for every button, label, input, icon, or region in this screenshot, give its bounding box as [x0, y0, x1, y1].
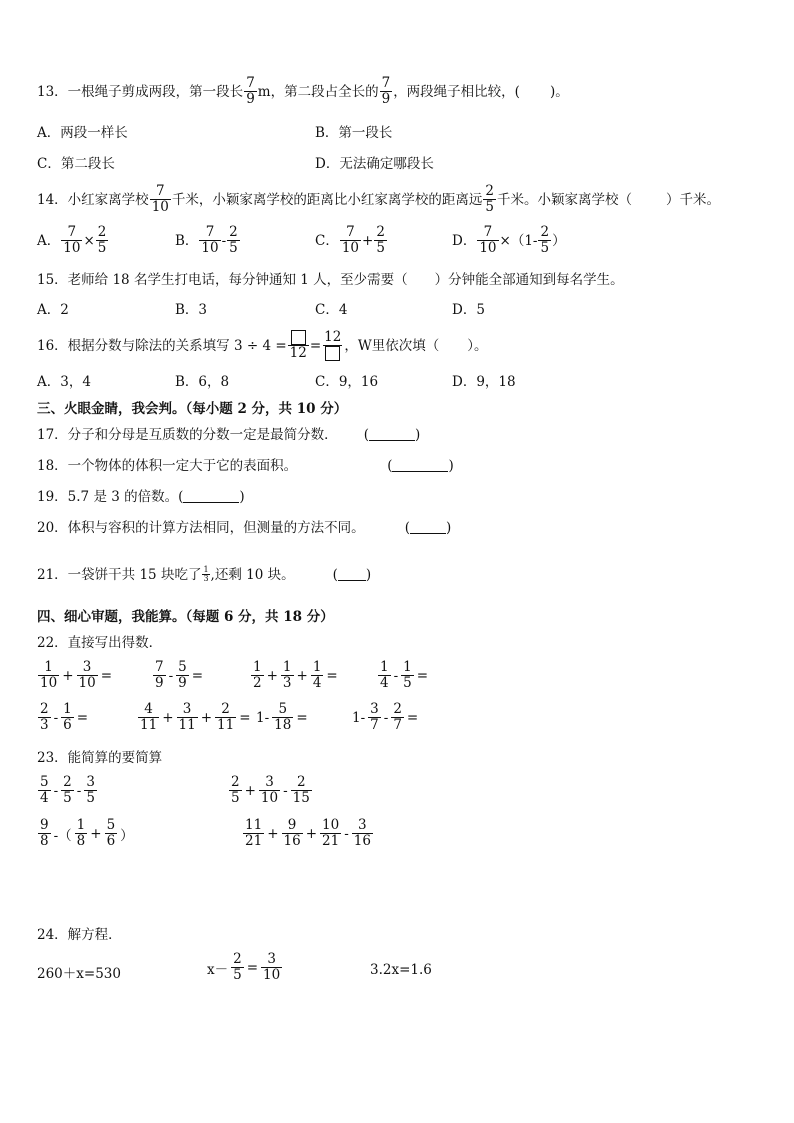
- q22-expr-8: [350, 702, 420, 733]
- fraction: 3 16: [353, 817, 371, 849]
- q16-option-a[interactable]: A．3，4: [37, 374, 91, 390]
- math-operator: +: [305, 825, 317, 842]
- q17-answer-blank[interactable]: [369, 429, 415, 441]
- q16-option-d[interactable]: D．9，18: [452, 374, 516, 390]
- q24-equation-3: 3.2x=1.6: [370, 962, 432, 978]
- q20-stem: 20．体积与容积的计算方法相同，但测量的方法不同。 ( ): [37, 520, 452, 536]
- math-operator: -: [383, 709, 389, 726]
- q16-box-1[interactable]: [291, 330, 306, 345]
- q23-expr-1: [37, 775, 98, 806]
- q22-expr-2: [152, 660, 205, 691]
- math-operator: ）: [120, 827, 134, 844]
- q14-stem: [37, 184, 720, 215]
- q16-fraction-2: 12: [322, 330, 343, 361]
- fraction: 1 8: [76, 817, 86, 849]
- fraction: 2 15: [292, 774, 310, 806]
- math-operator: 1-: [256, 709, 270, 726]
- fraction: 1 4: [380, 659, 389, 691]
- fraction: $\frac{5}{18}$: [274, 701, 292, 733]
- q14-fraction-1: 7 10: [151, 183, 169, 215]
- q14-text-b: 千米，小颖家离学校的距离比小红家离学校的距离远: [171, 191, 483, 208]
- q21-answer-blank[interactable]: [338, 569, 366, 581]
- fraction: $\frac{1}{4}$: [312, 659, 322, 691]
- fraction: 3 5: [86, 774, 95, 806]
- q13-text-c: ，两段绳子相比较，(: [393, 83, 520, 100]
- math-operator: =: [191, 667, 204, 684]
- q22-expr-4: [377, 660, 430, 691]
- fraction: 5 4: [40, 774, 49, 806]
- q19-stem: 19．5.7 是 3 的倍数。( ): [37, 489, 245, 505]
- math-operator: 1-: [352, 709, 366, 726]
- q16-text-c: ）。: [467, 337, 488, 354]
- q16-box-2[interactable]: [325, 346, 340, 361]
- q24-equation-1: 260＋x=530: [37, 966, 121, 982]
- math-operator: -: [53, 782, 59, 799]
- q13-text-d: )。: [549, 83, 569, 100]
- math-operator: =: [416, 667, 429, 684]
- fraction: $\frac{10}{21}$: [322, 817, 340, 849]
- q14-text-c: 千米。小颖家离学校（: [496, 191, 632, 208]
- q13-option-d[interactable]: D．无法确定哪段长: [315, 156, 434, 172]
- math-operator: -（: [53, 827, 72, 844]
- fraction: 4 11: [140, 701, 158, 733]
- q16-stem: 16．根据分数与除法的关系填写 3 ÷ 4 = 12 = 12 ，W里依次填（ ）。: [37, 329, 488, 361]
- fraction: $\frac{2}{5}$: [233, 951, 242, 983]
- q14-text-a: 14．小红家离学校: [37, 191, 149, 208]
- q15-option-b[interactable]: B．3: [175, 302, 208, 318]
- q16-text-b: ，W里依次填（: [344, 337, 440, 354]
- math-operator: +: [62, 667, 74, 684]
- q14-option-b[interactable]: B． 7 10 - 2 5: [175, 224, 238, 256]
- q17-stem: 17．分子和分母是互质数的分数一定是最简分数． ( ): [37, 427, 421, 443]
- fraction: 2 5: [231, 774, 240, 806]
- q22-title: 22．直接写出得数．: [37, 635, 163, 651]
- math-operator: -: [393, 667, 399, 684]
- fraction: $\frac{3}{10}$: [263, 951, 281, 983]
- q15-option-d[interactable]: D．5: [452, 302, 485, 318]
- q23-expr-2: [228, 775, 313, 806]
- q14-text-d: ）千米。: [665, 191, 720, 208]
- q13-option-c[interactable]: C．第二段长: [37, 156, 115, 172]
- math-operator: +: [266, 667, 278, 684]
- math-operator: =: [239, 709, 251, 726]
- fraction: 3 7: [370, 701, 379, 733]
- q16-option-c[interactable]: C．9，16: [315, 374, 379, 390]
- math-operator: +: [296, 667, 308, 684]
- math-operator: +: [90, 825, 102, 842]
- section-3-heading: 三、火眼金睛，我会判。（每小题 2 分，共 10 分）: [37, 401, 348, 417]
- q13-text-b: m，第二段占全长的: [257, 83, 379, 100]
- q14-option-d[interactable]: D． $\frac{7}{10}$ ×（1- 2 5 ）: [452, 224, 566, 256]
- math-operator: =: [100, 667, 112, 684]
- fraction: 9 8: [40, 817, 49, 849]
- fraction: $\frac{2}{7}$: [393, 701, 402, 733]
- q18-stem: 18．一个物体的体积一定大于它的表面积。 ( ): [37, 458, 454, 474]
- q21-stem: 21．一袋饼干共 15 块吃了 1 3 ,还剩 10 块。 ( ): [37, 565, 372, 583]
- q23-expr-3: [37, 818, 136, 849]
- fraction: 7 9: [155, 659, 164, 691]
- q13-fraction-1: 7 9: [246, 75, 255, 107]
- math-operator: +: [267, 825, 279, 842]
- q16-text-a: 16．根据分数与除法的关系填写 3 ÷ 4 =: [37, 337, 287, 354]
- q22-expr-3: [250, 660, 340, 691]
- fraction: 1 10: [40, 659, 58, 691]
- q13-text-a: 13．一根绳子剪成两段，第一段长: [37, 83, 244, 100]
- math-operator: =: [76, 709, 89, 726]
- math-operator: =: [296, 709, 308, 726]
- q13-option-a[interactable]: A．两段一样长: [37, 125, 128, 141]
- fraction: 1 2: [253, 659, 262, 691]
- q22-expr-6: [137, 702, 253, 733]
- math-operator: -: [344, 825, 349, 842]
- fraction: $\frac{5}{9}$: [178, 659, 187, 691]
- q19-answer-blank[interactable]: [183, 491, 239, 503]
- q15-option-c[interactable]: C．4: [315, 302, 348, 318]
- q13-option-b[interactable]: B．第一段长: [315, 125, 393, 141]
- fraction: $\frac{3}{11}$: [178, 701, 196, 733]
- q21-fraction: 1 3: [203, 565, 209, 583]
- q18-answer-blank[interactable]: [392, 460, 448, 472]
- fraction: 11 21: [245, 817, 263, 849]
- math-operator: =: [406, 709, 419, 726]
- q23-expr-4: [242, 818, 374, 849]
- math-operator: -: [283, 782, 288, 799]
- math-operator: -: [53, 709, 59, 726]
- fraction: $\frac{2}{11}$: [217, 701, 235, 733]
- fraction: $\frac{1}{3}$: [282, 659, 292, 691]
- q15-stem: 15．老师给 18 名学生打电话，每分钟通知 1 人，至少需要（ ）分钟能全部通知到每名学生。: [37, 272, 624, 288]
- q20-answer-blank[interactable]: [410, 522, 446, 534]
- q14-fraction-2: 2 5: [485, 183, 494, 215]
- q23-title: 23．能简算的要简算: [37, 750, 163, 766]
- math-operator: +: [244, 782, 256, 799]
- fraction: $\frac{1}{6}$: [63, 701, 72, 733]
- q22-expr-1: [37, 660, 114, 691]
- q14-option-c[interactable]: C． 7 10 + $\frac{2}{5}$: [315, 224, 385, 256]
- math-operator: x－: [207, 961, 229, 978]
- fraction: $\frac{3}{10}$: [78, 659, 96, 691]
- math-operator: +: [162, 709, 174, 726]
- q13-fraction-2: 7 9: [381, 75, 391, 107]
- fraction: $\frac{1}{5}$: [403, 659, 412, 691]
- math-operator: +: [200, 709, 212, 726]
- q22-expr-7: [254, 702, 310, 733]
- fraction: $\frac{3}{10}$: [260, 774, 279, 806]
- fraction: $\frac{9}{16}$: [283, 817, 301, 849]
- math-operator: -: [76, 782, 82, 799]
- q16-fraction-1: 12: [288, 330, 309, 361]
- fraction: $\frac{5}{6}$: [106, 817, 116, 849]
- q22-expr-5: [37, 702, 90, 733]
- q14-option-a[interactable]: A． $\frac{7}{10}$ × $\frac{2}{5}$: [37, 224, 107, 256]
- fraction: 2 5: [63, 774, 72, 806]
- section-4-heading: 四、细心审题，我能算。（每题 6 分，共 18 分）: [37, 609, 334, 625]
- math-operator: =: [246, 959, 259, 976]
- fraction: 2 3: [40, 701, 49, 733]
- math-operator: =: [326, 667, 338, 684]
- math-operator: -: [168, 667, 174, 684]
- q24-equation-2: [205, 952, 283, 983]
- q15-option-a[interactable]: A．2: [37, 302, 69, 318]
- q13-stem: [37, 76, 569, 107]
- q16-option-b[interactable]: B．6，8: [175, 374, 230, 390]
- q24-title: 24．解方程．: [37, 927, 122, 943]
